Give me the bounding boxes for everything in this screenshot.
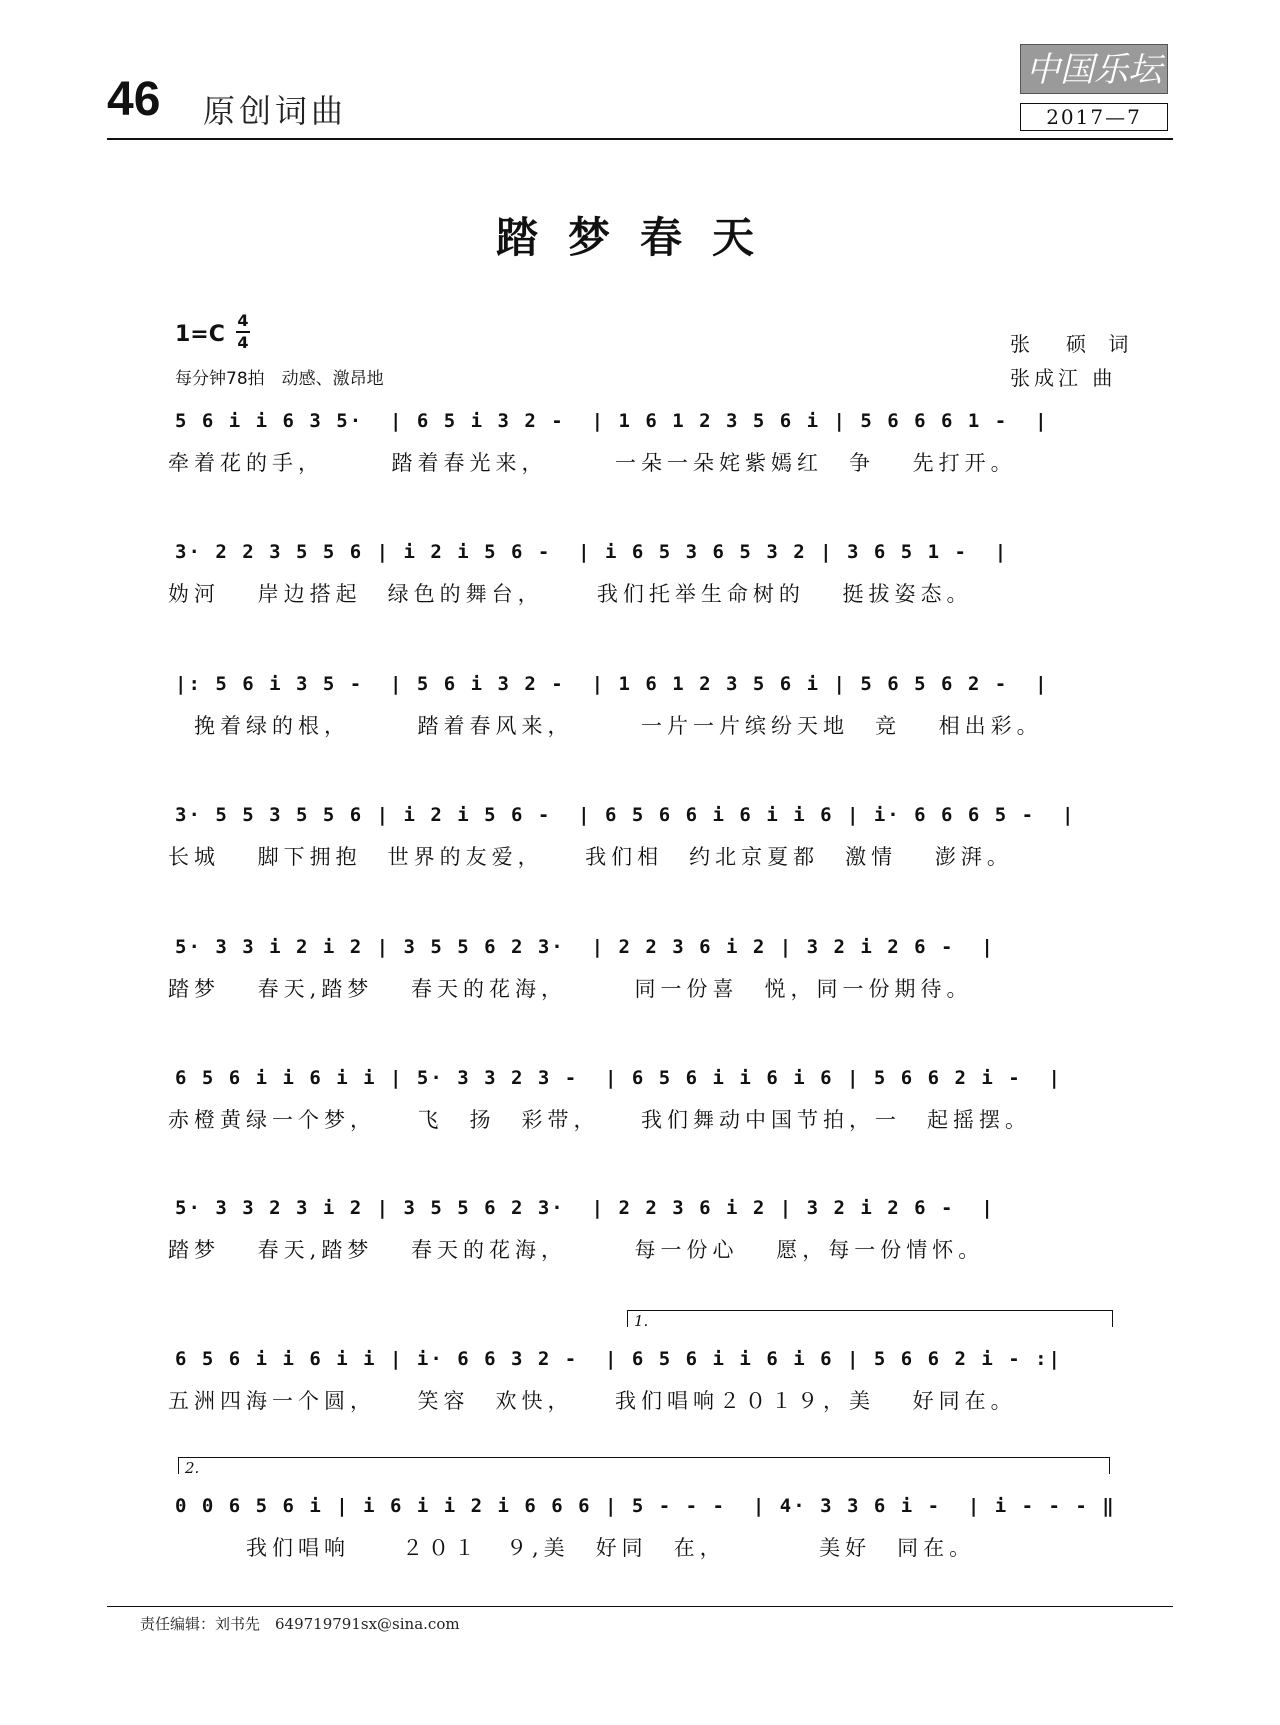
key-signature: 1=C <box>175 322 225 347</box>
notation-line-6: 6 5 6 i i 6 i i | 5· 3 3 2 3 - | 6 5 6 i i 6 i 6 | 5 6 6 2 i - | <box>175 1067 1062 1089</box>
lyricist: 张 硕 词 <box>1010 332 1137 356</box>
time-signature-bottom: 4 <box>237 332 249 352</box>
lyrics-line-2: 妫河 岸边搭起 绿色的舞台， 我们托举生命树的 挺拔姿态。 <box>168 582 973 606</box>
second-ending-label: 2. <box>185 1459 200 1477</box>
lyrics-line-1: 牵着花的手， 踏着春光来， 一朵一朵姹紫嫣红 争 先打开。 <box>168 451 1017 475</box>
first-ending-bracket <box>627 1310 1113 1330</box>
notation-line-3: |: 5 6 i 3 5 - | 5 6 i 3 2 - | 1 6 1 2 3 5 6 i | 5 6 5 6 2 - | <box>175 673 1049 695</box>
time-signature <box>236 312 250 352</box>
time-signature-top: 4 <box>237 311 249 330</box>
notation-line-2: 3· 2 2 3 5 5 6 | i 2 i 5 6 - | i 6 5 3 6 5 3 2 | 3 6 5 1 - | <box>175 541 1009 563</box>
composer: 张成江 曲 <box>1010 366 1117 390</box>
section-title: 原创词曲 <box>203 92 348 130</box>
page-number: 46 <box>107 73 161 126</box>
magazine-logo: 中国乐坛 <box>1020 44 1168 94</box>
editor-credit: 责任编辑：刘书先 649719791sx@sina.com <box>140 1615 460 1633</box>
lyrics-line-6: 赤橙黄绿一个梦， 飞 扬 彩带， 我们舞动中国节拍，一 起摇摆。 <box>168 1108 1031 1132</box>
first-ending-label: 1. <box>634 1312 649 1330</box>
notation-line-8: 6 5 6 i i 6 i i | i· 6 6 3 2 - | 6 5 6 i i 6 i 6 | 5 6 6 2 i - :| <box>175 1348 1062 1370</box>
song-title: 踏梦春天 <box>495 213 784 262</box>
header-rule <box>107 138 1173 140</box>
notation-line-1: 5 6 i i 6 3 5· | 6 5 i 3 2 - | 1 6 1 2 3 5 6 i | 5 6 6 6 1 - | <box>175 410 1049 432</box>
notation-line-5: 5· 3 3 i 2 i 2 | 3 5 5 6 2 3· | 2 2 3 6 i 2 | 3 2 i 2 6 - | <box>175 936 995 958</box>
notation-line-9: 0 0 6 5 6 i | i 6 i i 2 i 6 6 6 | 5 - - - | 4· 3 3 6 i - | i - - - ‖ <box>175 1495 1116 1517</box>
notation-line-7: 5· 3 3 2 3 i 2 | 3 5 5 6 2 3· | 2 2 3 6 i 2 | 3 2 i 2 6 - | <box>175 1197 995 1219</box>
lyrics-line-3: 挽着绿的根， 踏着春风来， 一片一片缤纷天地 竞 相出彩。 <box>168 714 1043 738</box>
lyrics-line-4: 长城 脚下拥抱 世界的友爱， 我们相 约北京夏都 激情 澎湃。 <box>168 845 1013 869</box>
footer-rule <box>107 1606 1173 1607</box>
tempo-marking: 每分钟78拍 动感、激昂地 <box>175 369 384 389</box>
notation-line-4: 3· 5 5 3 5 5 6 | i 2 i 5 6 - | 6 5 6 6 i 6 i i 6 | i· 6 6 6 5 - | <box>175 804 1076 826</box>
lyrics-line-7: 踏梦 春天,踏梦 春天的花海， 每一份心 愿，每一份情怀。 <box>168 1238 985 1262</box>
lyrics-line-9: 我们唱响 ２０１ ９,美 好同 在， 美好 同在。 <box>168 1536 976 1560</box>
lyrics-line-5: 踏梦 春天,踏梦 春天的花海， 同一份喜 悦，同一份期待。 <box>168 977 973 1001</box>
issue-number: 2017—7 <box>1020 103 1168 131</box>
second-ending-bracket <box>178 1457 1110 1477</box>
lyrics-line-8: 五洲四海一个圆， 笑容 欢快， 我们唱响２０１９，美 好同在。 <box>168 1389 1017 1413</box>
